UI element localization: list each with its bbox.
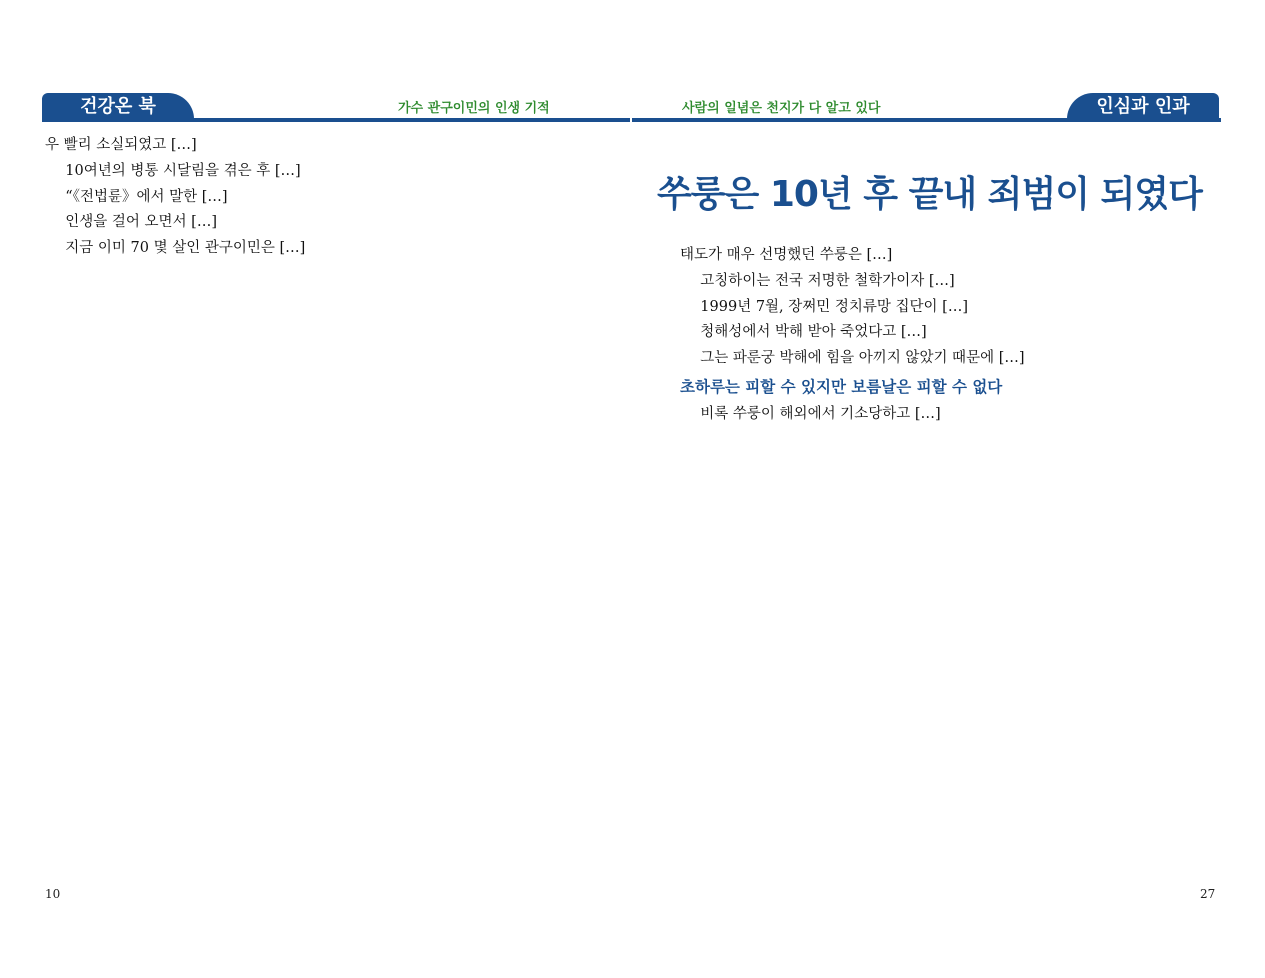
right-header-rule <box>632 118 1221 122</box>
right-paragraph-5: 그는 파룬궁 박해에 힘을 아끼지 않았기 때문에 […] <box>700 350 1025 367</box>
left-paragraph-1: 우 빨리 소실되였고 […] <box>45 137 197 153</box>
left-body-text <box>45 133 585 262</box>
left-book-tab: 건강온 북 <box>42 93 194 120</box>
left-paragraph-5: 지금 이미 70 몇 살인 관구이민은 […] <box>65 240 306 257</box>
right-header <box>632 93 1221 120</box>
left-page <box>0 0 632 978</box>
left-header-rule <box>42 118 630 122</box>
right-book-tab: 인심과 인과 <box>1067 93 1219 120</box>
section-subheading: 초하루는 피할 수 있지만 보름날은 피할 수 없다 <box>680 377 1003 396</box>
left-section-title: 가수 관구이민의 인생 기적 <box>398 101 550 116</box>
left-paragraph-4: 인생을 걸어 오면서 […] <box>65 214 217 231</box>
left-header <box>42 93 630 120</box>
left-page-number: 10 <box>45 887 61 901</box>
right-section-title: 사람의 일념은 천지가 다 알고 있다 <box>682 101 881 116</box>
article-headline: 쑤룽은 10년 후 끝내 죄범이 되였다 <box>657 174 1202 215</box>
right-paragraph-4: 청해성에서 박해 받아 죽었다고 […] <box>700 324 927 341</box>
right-paragraph-1: 태도가 매우 선명했던 쑤룽은 […] <box>680 247 893 263</box>
right-paragraph-3: 1999년 7월, 장쩌민 정치류망 집단이 […] <box>700 298 968 315</box>
right-page <box>632 0 1265 978</box>
right-closing-paragraph: 비록 쑤룽이 해외에서 기소당하고 […] <box>700 405 941 422</box>
right-paragraph-2: 고칭하이는 전국 저명한 철학가이자 […] <box>700 272 955 289</box>
left-paragraph-2: 10여년의 병통 시달림을 겪은 후 […] <box>65 162 301 179</box>
right-body-text <box>680 243 1222 428</box>
right-page-number: 27 <box>1200 887 1216 901</box>
left-paragraph-3: “《전법륜》에서 말한 […] <box>65 188 228 205</box>
